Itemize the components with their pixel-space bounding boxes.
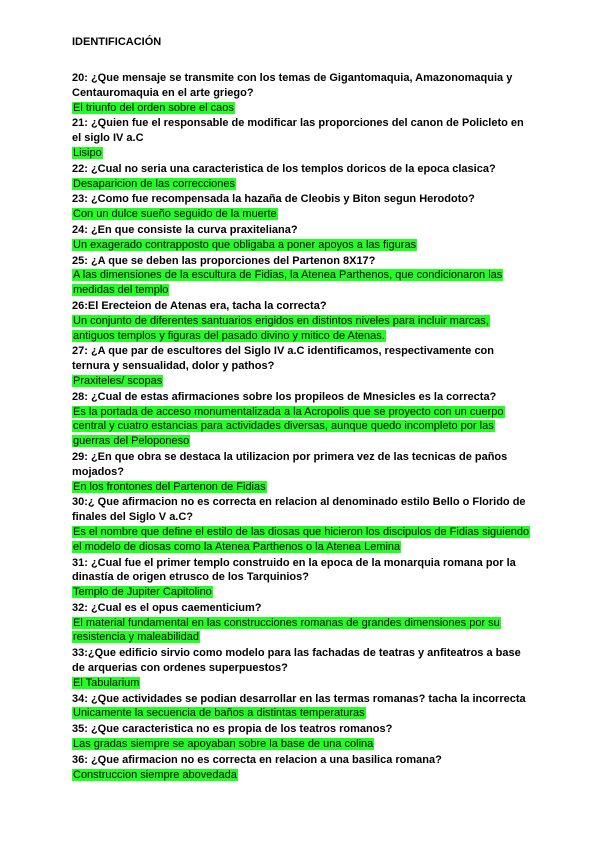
- question-text: 32: ¿Cual es el opus caementicium?: [72, 601, 262, 614]
- answer-text: Es el nombre que define el estilo de las diosas que hicieron los discipulos de Fidias siguiendo el modelo de diosas como la Atenea Parthenos o la Atenea Lemina: [73, 525, 530, 553]
- answer-highlight: [72, 480, 530, 495]
- answer-text: Desaparicion de las correcciones: [73, 177, 236, 190]
- answer-text: Templo de Jupiter Capitolino: [73, 586, 212, 599]
- question-text: 27: ¿A que par de escultores del Siglo IV a.C identificamos, respectivamente con ternura y sensualidad, dolor y pathos?: [72, 345, 494, 373]
- answer-highlight: [72, 525, 530, 555]
- answer-highlight: [72, 146, 530, 161]
- answer-highlight: [72, 374, 530, 389]
- question-text: 34: ¿Que actividades se podian desarrollar en las termas romanas? tacha la incorrecta: [72, 692, 526, 705]
- answer-highlight: [72, 405, 530, 449]
- answer-highlight: [72, 207, 530, 222]
- answer-highlight: [72, 585, 530, 600]
- answer-text: Construccion siempre abovedada: [73, 768, 237, 781]
- question-text: 21: ¿Quien fue el responsable de modificar las proporciones del canon de Policleto en el siglo IV a.C: [72, 117, 524, 145]
- answer-text: El Tabularium: [73, 676, 140, 689]
- answer-highlight: [72, 737, 530, 752]
- answer-text: Unicamente la secuencia de baños a distintas temperaturas: [73, 707, 365, 720]
- question-text: 35: ¿Que caracteristica no es propia de los teatros romanos?: [72, 723, 393, 736]
- question-list: [72, 71, 530, 783]
- answer-highlight: [72, 706, 530, 721]
- answer-text: El triunfo del orden sobre el caos: [73, 101, 234, 114]
- answer-text: Lisipo: [73, 146, 102, 159]
- question-text: 25: ¿A que se deben las proporciones del Partenon 8X17?: [72, 254, 376, 267]
- question-text: 36: ¿Que afirmacion no es correcta en relacion a una basilica romana?: [72, 753, 442, 766]
- answer-text: Las gradas siempre se apoyaban sobre la base de una colina: [73, 738, 374, 751]
- question-text: 28: ¿Cual de estas afirmaciones sobre los propileos de Mnesicles es la correcta?: [72, 390, 497, 403]
- question-text: 22: ¿Cual no seria una caracteristica de los templos doricos de la epoca clasica?: [72, 162, 496, 175]
- question-text: 33:¿Que edificio sirvio como modelo para las fachadas de teatras y anfiteatros a base de arquerias con ordenes superpuestos?: [72, 647, 521, 675]
- page-heading: IDENTIFICACIÓN: [72, 36, 162, 48]
- answer-text: Con un dulce sueño seguido de la muerte: [73, 208, 277, 221]
- question-text: 31: ¿Cual fue el primer templo construido en la epoca de la monarquia romana por la dinastía de origen etrusco de los Tarquinios?: [72, 556, 516, 584]
- question-text: 23: ¿Como fue recompensada la hazaña de Cleobis y Biton segun Herodoto?: [72, 193, 475, 206]
- answer-highlight: [72, 314, 530, 344]
- answer-highlight: [72, 177, 530, 192]
- answer-highlight: [72, 238, 530, 253]
- answer-text: A las dimensiones de la escultura de Fidias, la Atenea Parthenos, que condicionaron las medidas del templo: [73, 269, 503, 297]
- answer-text: En los frontones del Partenon de Fidias: [73, 480, 266, 493]
- question-text: 30:¿ Que afirmacion no es correcta en relacion al denominado estilo Bello o Florido de finales del Siglo V a.C?: [72, 496, 526, 524]
- question-text: 29: ¿En que obra se destaca la utilizacion por primera vez de las tecnicas de paños mojados?: [72, 450, 508, 478]
- answer-text: El material fundamental en las construcciones romanas de grandes dimensiones por su resistencia y maleabilidad: [73, 616, 500, 644]
- question-text: 20: ¿Que mensaje se transmite con los temas de Gigantomaquia, Amazonomaquia y Centauromaquia en el arte griego?: [72, 72, 513, 99]
- answer-highlight: [72, 101, 530, 116]
- question-text: 24: ¿En que consiste la curva praxiteliana?: [72, 223, 298, 236]
- answer-text: Un conjunto de diferentes santuarios erigidos en distintos niveles para incluir marcas, antiguos templos y figuras del pasado divino y mitico de Atenas.: [73, 314, 489, 342]
- answer-text: Praxiteles/ scopas: [73, 374, 163, 387]
- answer-text: Es la portada de acceso monumentalizada a la Acropolis que se proyecto con un cuerpo central y cuatro estancias para actividades diversas, aunque quedo incompleto por las guerras del Peloponeso: [73, 405, 504, 448]
- question-text: 26:El Erecteion de Atenas era, tacha la correcta?: [72, 299, 327, 312]
- answer-text: Un exagerado contrapposto que obligaba a poner apoyos a las figuras: [73, 238, 417, 251]
- answer-highlight: [72, 268, 530, 298]
- answer-highlight: [72, 768, 530, 783]
- answer-highlight: [72, 676, 530, 691]
- answer-highlight: [72, 616, 530, 646]
